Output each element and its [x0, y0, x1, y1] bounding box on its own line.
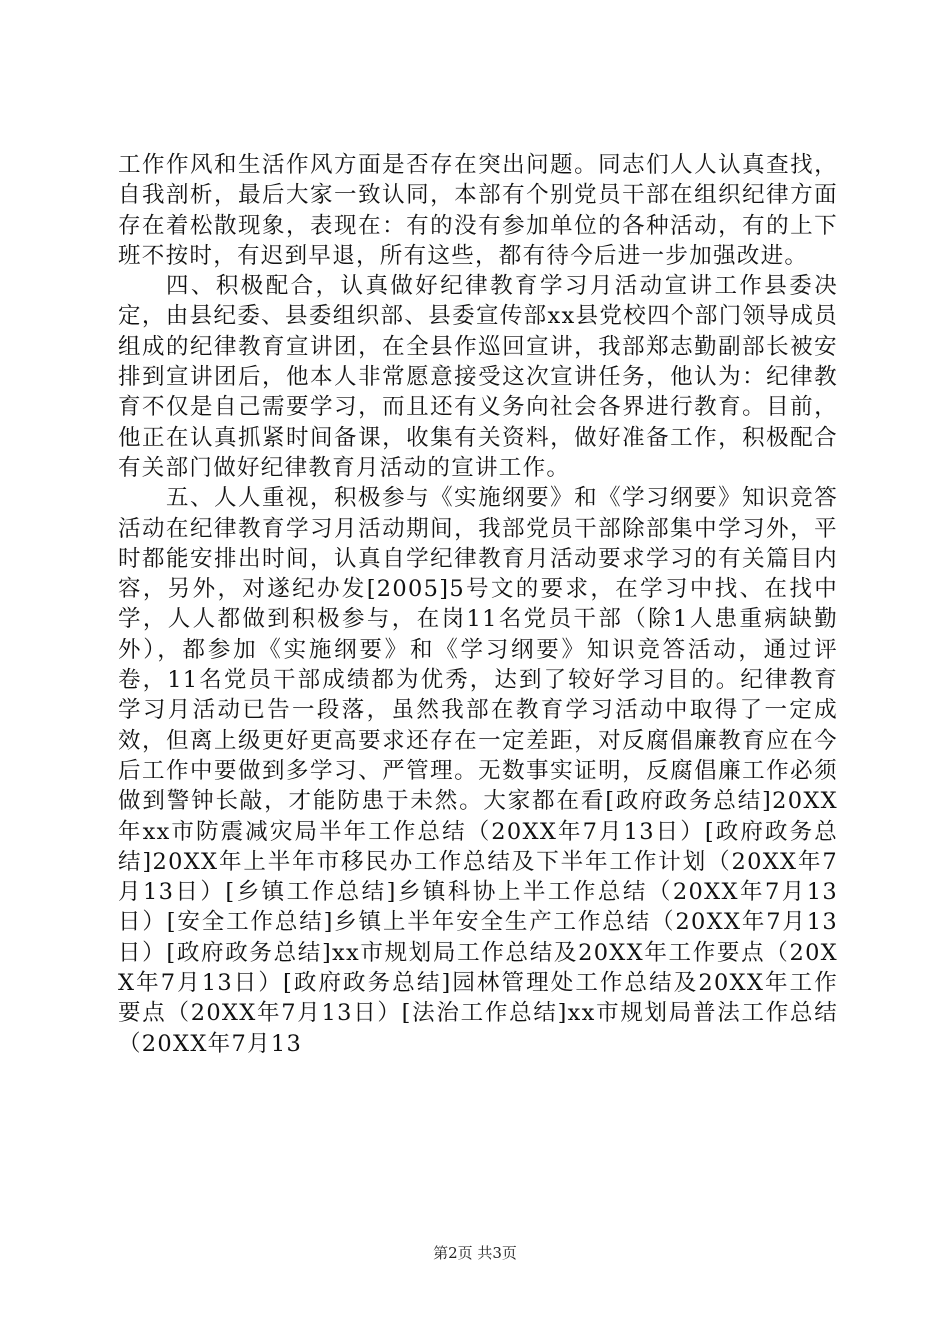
paragraph-continuation: 工作作风和生活作风方面是否存在突出问题。同志们人人认真查找，自我剖析，最后大家一致认同，本部有个别党员干部在组织纪律方面存在着松散现象，表现在：有的没有参加单位的各种活动，有的上下班不按时，有迟到早退，所有这些，都有待今后进一步加强改进。 — [118, 152, 838, 269]
paragraph-section-four: 四、积极配合，认真做好纪律教育学习月活动宣讲工作县委决定，由县纪委、县委组织部、县委宣传部xx县党校四个部门领导成员组成的纪律教育宣讲团，在全县作巡回宣讲，我部郑志勤副部长被安排到宣讲团后，他本人非常愿意接受这次宣讲任务，他认为：纪律教育不仅是自己需要学习，而且还有义务向社会各界进行教育。目前，他正在认真抓紧时间备课，收集有关资料，做好准备工作，积极配合有关部门做好纪律教育月活动的宣讲工作。 — [118, 273, 838, 481]
document-body — [118, 150, 838, 1059]
paragraph-section-five: 五、人人重视，积极参与《实施纲要》和《学习纲要》知识竞答活动在纪律教育学习月活动期间，我部党员干部除部集中学习外，平时都能安排出时间，认真自学纪律教育月活动要求学习的有关篇目内容，另外，对遂纪办发[2005]5号文的要求，在学习中找、在找中学，人人都做到积极参与，在岗11名党员干部（除1人患重病缺勤外），都参加《实施纲要》和《学习纲要》知识竞答活动，通过评卷，11名党员干部成绩都为优秀，达到了较好学习目的。纪律教育学习月活动已告一段落，虽然我部在教育学习活动中取得了一定成效，但离上级更好更高要求还存在一定差距，对反腐倡廉教育应在今后工作中要做到多学习、严管理。无数事实证明，反腐倡廉工作必须做到警钟长敲，才能防患于未然。大家都在看[政府政务总结]20XX年xx市防震减灾局半年工作总结（20XX年7月13日）[政府政务总结]20XX年上半年市移民办工作总结及下半年工作计划（20XX年7月13日）[乡镇工作总结]乡镇科协上半工作总结（20XX年7月13日）[安全工作总结]乡镇上半年安全生产工作总结（20XX年7月13日）[政府政务总结]xx市规划局工作总结及20XX年工作要点（20XX年7月13日）[政府政务总结]园林管理处工作总结及20XX年工作要点（20XX年7月13日）[法治工作总结]xx市规划局普法工作总结（20XX年7月13 — [118, 485, 838, 1057]
page-footer: 第2页 共3页 — [433, 1244, 517, 1262]
